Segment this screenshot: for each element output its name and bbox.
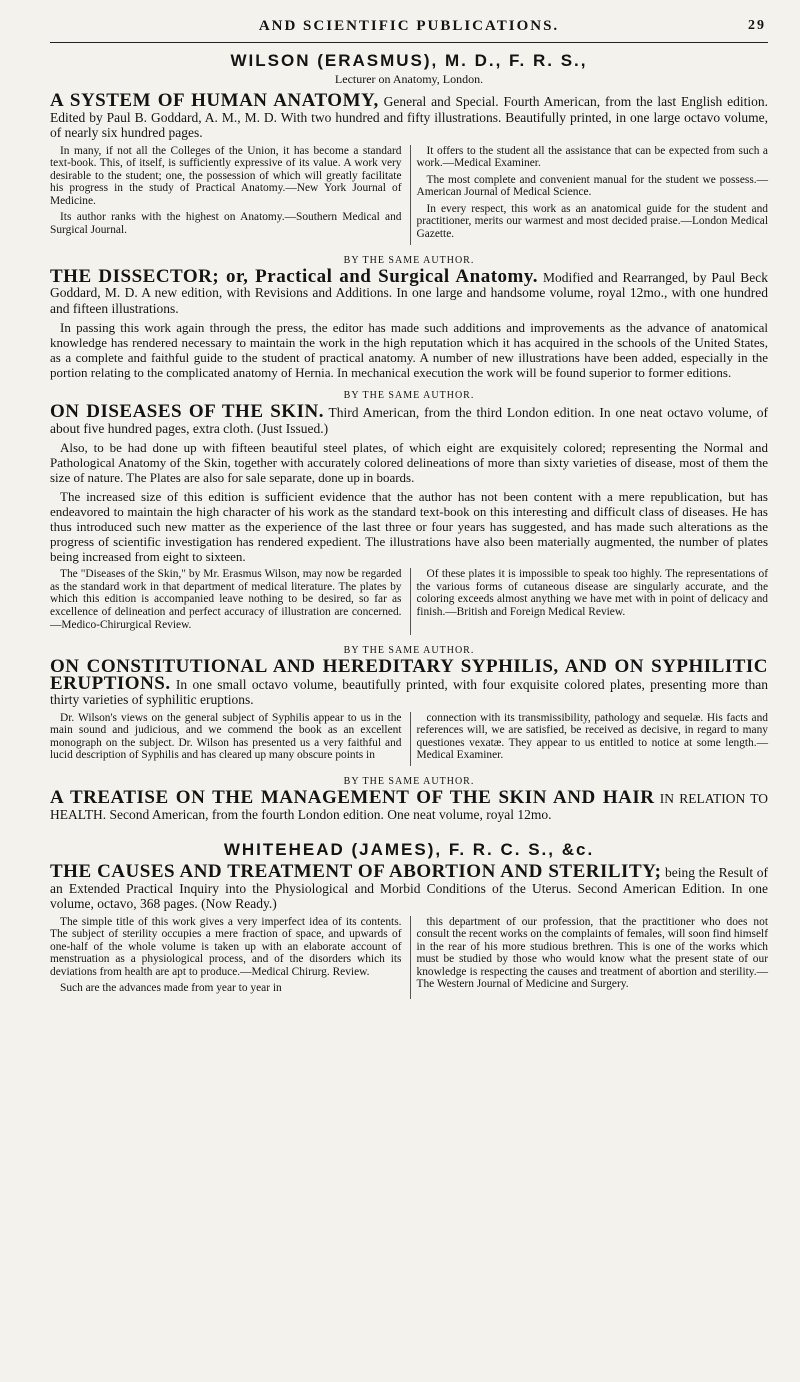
book-entry-diseases-of-skin (50, 401, 768, 436)
book-paragraph: The increased size of this edition is sufficient evidence that the author has not been content with a mere republication, but has endeavored to maintain the high character of his work as the standard text-book on this interesting and difficult class of diseases. He has thus introduced such new matter as the experience of the last three or four years has suggested, and has made such alterations as the progress of scientific investigation has rendered expedient. The illustrations have also been materially augmented, the number of plates being increased from eight to sixteen. (50, 489, 768, 565)
review-quote: Such are the advances made from year to year in (60, 982, 282, 995)
book-title: THE CAUSES AND TREATMENT OF ABORTION AND STERILITY; (50, 861, 662, 882)
review-column-right (410, 568, 769, 635)
review-quote: Dr. Wilson's views on the general subject of Syphilis appear to us in the main sound and judicious, and we commend the book as an excellent monograph on the subject. Dr. Wilson has presented us a very faithful and lucid description of Syphilis and has cleared up many obscure points in (50, 711, 402, 762)
same-author-byline: BY THE SAME AUTHOR. (343, 776, 475, 787)
review-column-left (50, 916, 402, 1000)
author-subtitle-wilson: Lecturer on Anatomy, London. (334, 72, 484, 86)
running-head-title: AND SCIENTIFIC PUBLICATIONS. (258, 18, 560, 34)
review-quote: It offers to the student all the assistance that can be expected from such a work.—Medical Examiner. (416, 144, 768, 170)
review-column-left (50, 568, 402, 635)
same-author-byline: BY THE SAME AUTHOR. (343, 390, 475, 402)
review-quote: connection with its transmissibility, pathology and sequelæ. His facts and references will, we are satisfied, be received as decisive, in regard to many questiones vexatæ. They appear to us entitled to notice at some length.—Medical Examiner. (416, 711, 768, 762)
review-quote: this department of our profession, that the practitioner who does not consult the recent works on the complaints of females, will soon find himself in the rear of his more studious brethren. This is one of the works which must be studied by those who would know what the present state of our knowledge is respecting the causes and treatment of abortion and sterility.—The Western Journal of Medicine and Surgery. (416, 915, 768, 991)
review-columns (50, 712, 768, 766)
book-description: In one small octavo volume, beautifully printed, with four exquisite colored plates, presenting more than thirty varieties of syphilitic eruptions. (50, 676, 768, 708)
author-heading-whitehead: WHITEHEAD (JAMES), F. R. C. S., &c. (223, 840, 595, 859)
book-entry-dissector (50, 265, 768, 317)
book-paragraph: Also, to be had done up with fifteen beautiful steel plates, of which eight are exquisitely colored; representing the Normal and Pathological Anatomy of the Skin, together with accurately colored delineations of more than sixty varieties of disease, most of them the size of nature. The Plates are also for sale separate, done up in boards. (50, 440, 768, 486)
same-author-byline: BY THE SAME AUTHOR. (343, 254, 475, 266)
review-column-right (410, 916, 769, 1000)
book-title: ON CONSTITUTIONAL AND HEREDITARY SYPHILIS, AND ON SYPHILITIC ERUPTIONS. (50, 656, 768, 694)
review-columns (50, 568, 768, 635)
review-quote: The most complete and convenient manual for the student we possess.—American Journal of Medical Science. (416, 173, 768, 199)
review-quote: In many, if not all the Colleges of the Union, it has become a standard text-book. This, of itself, is sufficiently expressive of its value. A work very desirable to the student; one, the possession of which will greatly facilitate his progress in the study of Practical Anatomy.—New York Journal of Medicine. (50, 144, 402, 207)
book-description: being the Result of an Extended Practical Inquiry into the Physiological and Morbid Conditions of the Uterus. Second American Edition. In one volume, octavo, 368 pages. (Now Ready.) (50, 865, 769, 911)
book-description: General and Special. Fourth American, from the last English edition. Edited by Paul B. Goddard, A. M., M. D. With two hundred and fifty illustrations. Beautifully printed, in one large octavo volume, of nearly six hundred pages. (50, 94, 768, 140)
book-description: Third American, from the third London edition. In one neat octavo volume, of about five hundred pages, extra cloth. (Just Issued.) (50, 405, 768, 436)
running-head (50, 18, 768, 40)
review-columns (50, 145, 768, 245)
book-title: A TREATISE ON THE MANAGEMENT OF THE SKIN AND HAIR (50, 787, 655, 808)
book-description: Modified and Rearranged, by Paul Beck Goddard, M. D. A new edition, with Revisions and Additions. In one large and handsome volume, royal 12mo., with one hundred and fifteen illustrations. (50, 269, 768, 316)
same-author-byline: BY THE SAME AUTHOR. (343, 645, 475, 657)
review-quote: The "Diseases of the Skin," by Mr. Erasmus Wilson, may now be regarded as the standard work in that department of medical literature. The plates by which this edition is accompanied leave nothing to be desired, so far as excellence of delineation and perfect accuracy of illustration are concerned.—Medico-Chirurgical Review. (50, 568, 402, 631)
book-entry-syphilis (50, 656, 768, 708)
book-entry-system-of-anatomy (50, 90, 768, 141)
review-column-right (410, 712, 769, 766)
catalog-page (50, 18, 768, 1005)
review-column-left (50, 712, 402, 766)
header-rule (50, 42, 768, 43)
review-columns (50, 916, 768, 1000)
book-description: IN RELATION TO HEALTH. Second American, from the fourth London edition. One neat volume, royal 12mo. (50, 791, 769, 822)
review-quote: In every respect, this work as an anatomical guide for the student and practitioner, merits our warmest and most decided praise.—London Medical Gazette. (416, 202, 768, 241)
book-paragraph: In passing this work again through the press, the editor has made such additions and improvements as the advance of anatomical knowledge has rendered necessary to maintain the work in the high reputation which it has acquired in the schools of the United States, as a complete and faithful guide to the student of practical anatomy. A number of new illustrations have been added, especially in the portion relating to the complicated anatomy of Hernia. In mechanical execution the work will be found superior to former editions. (50, 320, 768, 381)
review-quote: The simple title of this work gives a very imperfect idea of its contents. The subject of sterility occupies a mere fraction of space, and upwards of one-half of the whole volume is taken up with an elaborate account of menstruation as a physiological process, and of the disorders which its deviations from health are apt to produce.—Medical Chirurg. Review. (50, 915, 402, 978)
book-title: ON DISEASES OF THE SKIN. (50, 401, 324, 423)
review-quote: Its author ranks with the highest on Anatomy.—Southern Medical and Surgical Journal. (50, 211, 402, 237)
book-entry-abortion-sterility (50, 861, 769, 912)
review-column-left (50, 145, 402, 245)
page-number: 29 (748, 18, 766, 33)
review-column-right (410, 145, 769, 245)
review-quote: Of these plates it is impossible to speak too highly. The representations of the various forms of cutaneous disease are singularly accurate, and the coloring exceeds almost anything we have met with in point of delicacy and finish.—British and Foreign Medical Review. (416, 568, 768, 618)
book-entry-skin-and-hair (50, 787, 769, 822)
book-title: THE DISSECTOR; or, Practical and Surgical Anatomy. (50, 265, 539, 287)
author-heading-wilson: WILSON (ERASMUS), M. D., F. R. S., (230, 51, 588, 70)
book-title: A SYSTEM OF HUMAN ANATOMY, (50, 90, 379, 111)
